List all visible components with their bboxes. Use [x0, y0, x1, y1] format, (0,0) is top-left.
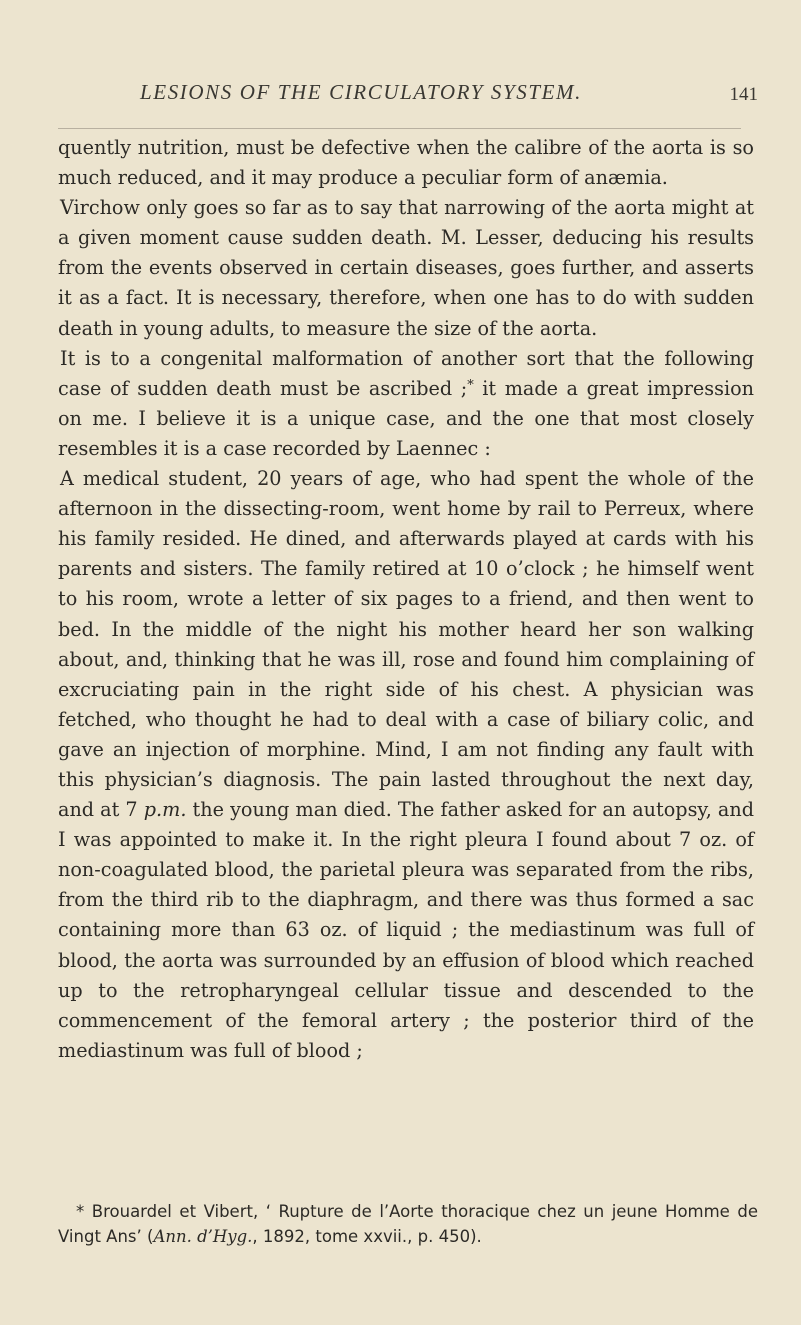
footnote-reference-mark: *: [467, 377, 474, 393]
paragraph-3-start: It is to a congenital malformation of another sort that the following case of sudden death must be ascribed ;: [58, 346, 754, 400]
footnote-mark: *: [76, 1202, 85, 1221]
paragraph-4-start: A medical student, 20 years of age, who had spent the whole of the afternoon in the dissecting-room, went home by rail to Perreux, where his family resided. He dined, and afterwards played at cards with his parents and sisters. The family retired at 10 o’clock ; he himself went to his room, wrote a letter of six pages to a friend, and then went to bed. In the middle of the night his mother heard her son walking about, and, thinking that he was ill, rose and found him complaining of excruciating pain in the right side of his chest. A physician was fetched, who thought he had to deal with a case of biliary colic, and gave an injection of morphine. Mind, I am not finding any fault with this physician’s diagnosis. The pain lasted throughout the next day, and at 7: [58, 467, 754, 822]
paragraph-4-end: the young man died. The father asked for an autopsy, and I was appointed to make it. In the right pleura I found about 7 oz. of non-coagulated blood, the parietal pleura was separated from the ribs, from the third rib to the diaphragm, and there was thus formed a sac containing more than 63 oz. of liquid ; the mediastinum was full of blood, the aorta was surrounded by an effusion of blood which reached up to the retropharyngeal cellular tissue and descended to the commencement of the femoral artery ; the posterior third of the mediastinum was full of blood ;: [58, 798, 754, 1062]
footnote-citation-start: Brouardel et Vibert, ‘ Rupture de l’Aorte thoracique chez un jeune Homme de Vingt Ans’ (: [58, 1202, 758, 1246]
paragraph-3-end: it made a great impression on me. I believe it is a unique case, and the one that most closely resembles it is a case recorded by Laennec :: [58, 376, 754, 460]
running-title: LESIONS OF THE CIRCULATORY SYSTEM.: [140, 80, 582, 104]
paragraph-4: [58, 464, 754, 1066]
time-pm: p.m.: [143, 798, 187, 822]
page-header: [60, 78, 760, 114]
footnote-journal: Ann. d’Hyg.: [153, 1227, 253, 1246]
header-rule: [58, 128, 741, 129]
paragraph-2: Virchow only goes so far as to say that narrowing of the aorta might at a given moment cause sudden death. M. Lesser, deducing his results from the events observed in certain diseases, goes further, and asserts it as a fact. It is necessary, therefore, when one has to do with sudden death in young adults, to measure the size of the aorta.: [58, 196, 754, 340]
body-text: [58, 133, 754, 1066]
paragraph-3: [58, 344, 754, 464]
paragraph-1: quently nutrition, must be defective when the calibre of the aorta is so much reduced, and it may produce a peculiar form of anæmia.: [58, 136, 754, 190]
page-number: 141: [729, 84, 758, 105]
footnote: [58, 1199, 758, 1249]
footnote-text: [58, 1199, 758, 1249]
footnote-citation-end: , 1892, tome xxvii., p. 450).: [252, 1227, 482, 1246]
